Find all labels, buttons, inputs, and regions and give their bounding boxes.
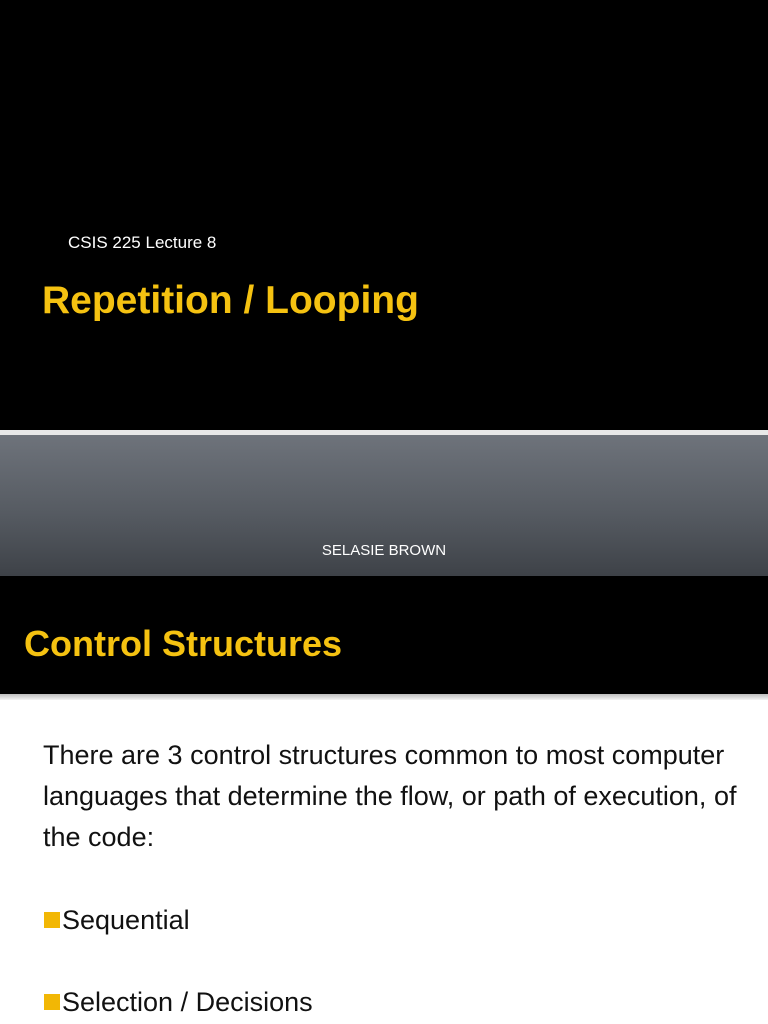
bullet-item-sequential [44,902,190,938]
square-bullet-icon [44,912,60,928]
content-slide-title: Control Structures [24,623,343,664]
square-bullet-icon [44,994,60,1010]
slide-author: SELASIE BROWN [321,542,447,559]
bullet-label: Sequential [62,905,190,935]
content-slide-divider [0,694,768,700]
content-slide-body: There are 3 control structures common to most computer languages that determine the flow, or path of execution, of the code: [43,740,737,852]
bullet-item-selection [44,984,313,1020]
slide-title: Repetition / Looping [42,279,419,322]
title-slide-top [0,0,768,430]
slide-subtitle: CSIS 225 Lecture 8 [68,233,217,252]
bullet-label: Selection / Decisions [62,987,313,1017]
